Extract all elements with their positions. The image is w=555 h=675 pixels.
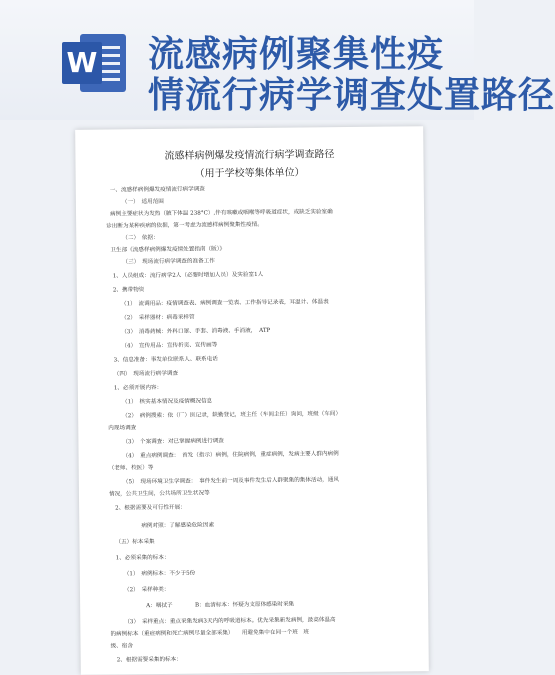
word-icon-letter: W — [62, 42, 102, 84]
document-line: （3） 采样重点：重点采集发病3天内的呼吸道标本。优先采集新发病例，最高体温高 — [124, 617, 336, 626]
document-line: （三） 现场流行病学调查的准备工作 — [122, 258, 215, 266]
document-line: 情况，公共卫生间，公共场所卫生状况等 — [108, 490, 210, 498]
document-line: 2、携带物资 — [112, 287, 145, 294]
word-icon-line — [102, 78, 120, 81]
document-line: 1、必须采集的标本： — [115, 554, 170, 562]
document-line: 病例主要症状为发热（腋下体温 238°C）,伴有咳嗽或咽喉等呼吸道症状，或缺乏实验室确 — [110, 209, 333, 218]
banner-title-line-2: 情流行病学调查处置路径 — [148, 75, 555, 116]
document-line: （一） 适用范围 — [121, 198, 164, 206]
document-line: 诊出断为某种疾病的依据，第一考虑为流感样病例聚集性疫情。 — [106, 221, 263, 230]
document-line: （4） 宣传用品：宣传折页、宣传画等 — [121, 342, 218, 350]
document-line: （四） 现场流行病学调查 — [113, 370, 179, 378]
document-line: （2） 采样器材：病毒采样管 — [121, 314, 195, 322]
document-line: 内现场调查 — [108, 425, 137, 432]
word-icon-line — [102, 70, 120, 73]
document-line: 1、必须开展内容： — [113, 384, 163, 392]
document-line: （老师、校医）等 — [108, 465, 154, 472]
document-line: （1） 流调用品：疫情调查表、病例调查一览表、工作指导记录表，耳温计、体温表 — [120, 299, 329, 308]
document-line: 3、信息准备：事发单位联系人、联系电话 — [113, 356, 218, 364]
document-line: 1、人员组成：流行病学2人（必要时增加人员）及实验室1人 — [112, 271, 264, 280]
document-subtitle: （用于学校等集体单位） — [194, 167, 305, 180]
document-line: （1） 病例标本：不少于5份 — [123, 570, 196, 578]
document-line: （3） 消毒药械：外科口罩、手套、消毒液、手消液， ATP — [121, 327, 271, 336]
document-title: 流感样病例爆发疫情流行病学调查路径 — [164, 149, 335, 162]
document-line: （4） 重点病例调查： 首发（指示）病例，住院病例，重症病例，发病主要人群内病例 — [122, 451, 339, 460]
document-line: （5） 现场环境卫生学调查： 事件发生前一周及事件发生后人群聚集的集体活动，通风 — [122, 477, 339, 486]
document-line: 级、宿舍 — [110, 643, 133, 650]
word-icon-line — [102, 54, 120, 57]
document-page — [75, 126, 429, 675]
document-line: （二） 依据： — [122, 234, 159, 242]
word-icon-line — [102, 62, 120, 65]
word-document-icon — [62, 28, 128, 98]
document-line: （五）标本采集 — [115, 539, 155, 546]
document-line: 的病例标本（重症病例和死亡病例尽量全部采集） 用避免集中在同一个班 班 — [110, 629, 310, 638]
banner-title-line-1: 流感病例聚集性疫 — [148, 34, 445, 75]
word-icon-line — [102, 46, 120, 49]
document-line: 2、根据需要采集的标本： — [116, 656, 182, 664]
document-line: （2） 病例搜索：依（厂）医记录，缺勤登记，班主任（车间主任）询问，班级（车间） — [122, 411, 342, 420]
document-line: （2） 采样种类： — [123, 586, 170, 594]
document-line: （3） 个案调查：对已掌握病例进行调查 — [122, 438, 224, 446]
document-line: A：咽拭子 B：血清标本：怀疑为支原体感染时采集 — [146, 601, 295, 610]
document-line: 病例对照：了解感染危险因素 — [141, 522, 215, 530]
document-line: 卫生部《流感样病例爆发疫情处置指南（版）》 — [110, 246, 226, 254]
document-line: （1） 核实基本情况及疫情概况信息 — [121, 398, 213, 406]
header-banner — [0, 0, 555, 120]
document-line: 2、根据需要及可行性开展： — [115, 504, 186, 512]
document-line: 一、流感样病例爆发疫情流行病学调查 — [109, 186, 205, 194]
